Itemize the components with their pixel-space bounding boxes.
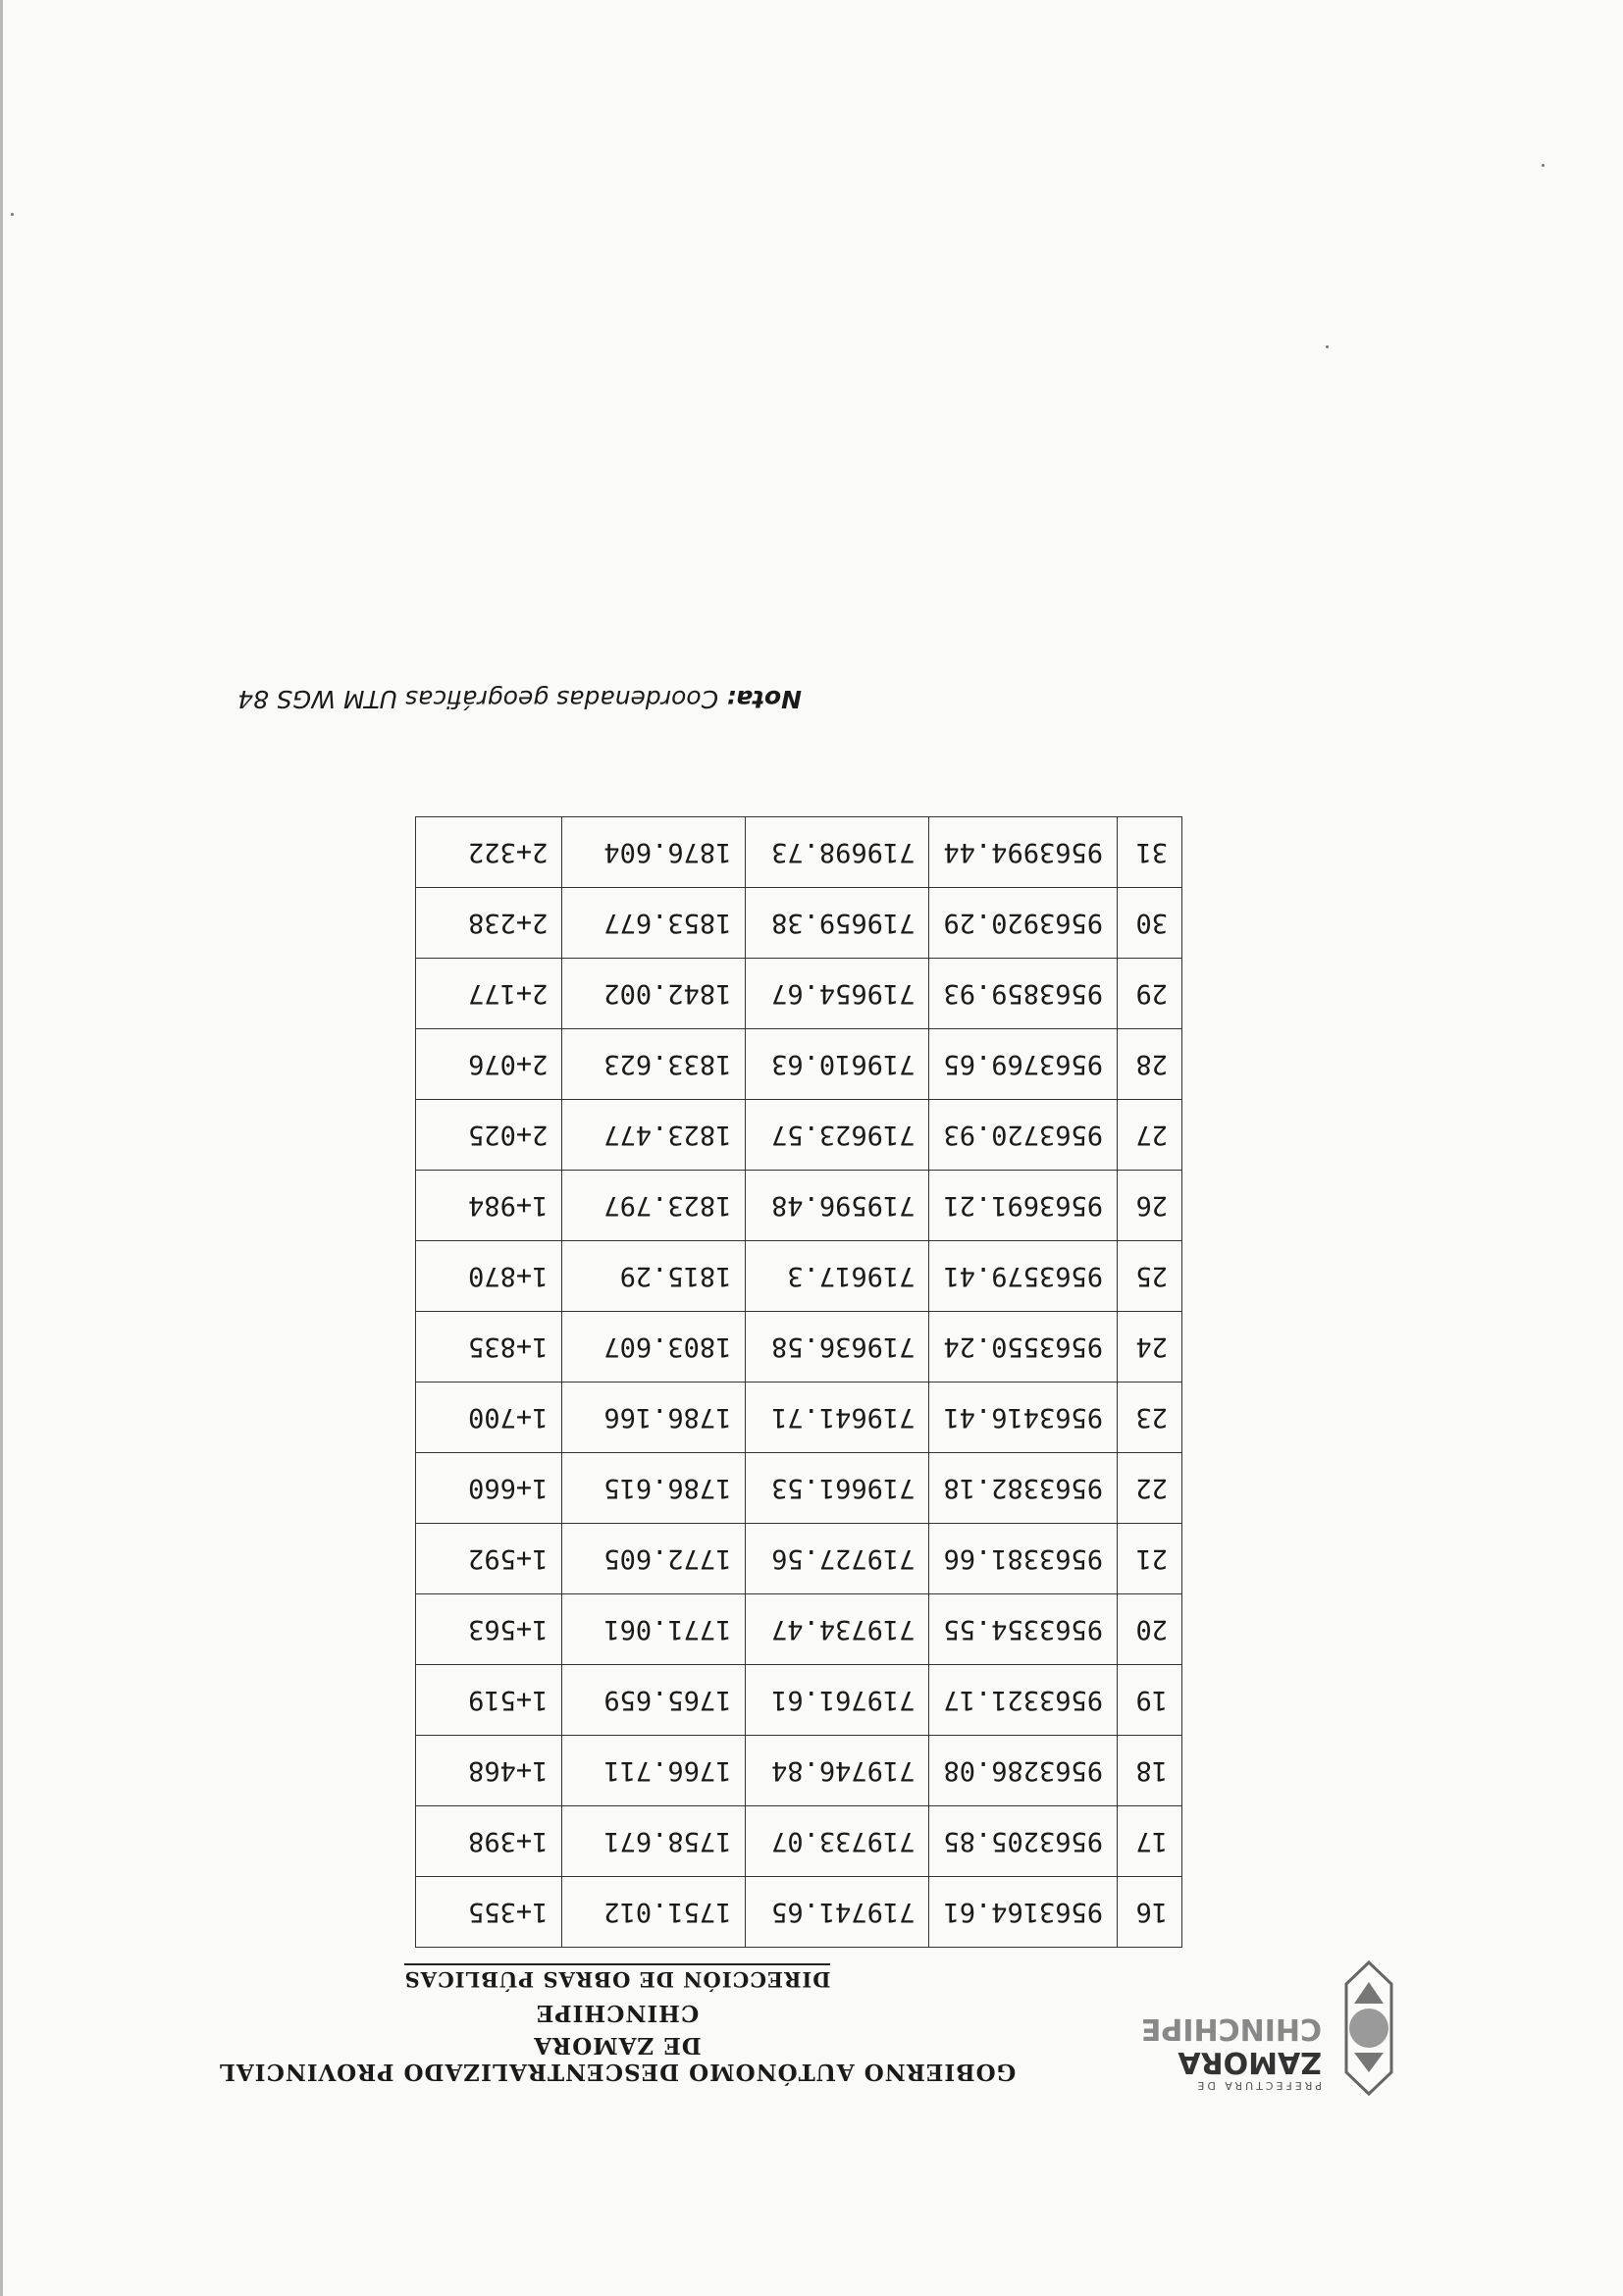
table-cell-abs: 1+398 bbox=[416, 1806, 562, 1877]
table-cell-x: 9563859.93 bbox=[929, 959, 1118, 1029]
table-cell-abs: 1+519 bbox=[416, 1665, 562, 1736]
table-cell-z: 1771.061 bbox=[562, 1594, 746, 1665]
table-cell-n: 19 bbox=[1118, 1665, 1182, 1736]
table-cell-n: 28 bbox=[1118, 1029, 1182, 1100]
table-cell-z: 1786.166 bbox=[562, 1383, 746, 1453]
header-line-1: GOBIERNO AUTÓNOMO DESCENTRALIZADO PROVINCIAL DE ZAMORA bbox=[218, 2032, 1017, 2085]
table-cell-y: 719661.53 bbox=[746, 1453, 929, 1524]
table-cell-y: 719734.47 bbox=[746, 1594, 929, 1665]
table-row bbox=[416, 1100, 1182, 1171]
table-cell-y: 719641.71 bbox=[746, 1383, 929, 1453]
table-cell-n: 26 bbox=[1118, 1171, 1182, 1241]
table-cell-abs: 1+835 bbox=[416, 1312, 562, 1383]
document-header bbox=[195, 1963, 1284, 2085]
table-cell-y: 719761.61 bbox=[746, 1665, 929, 1736]
scan-speck bbox=[1542, 164, 1544, 167]
table-cell-y: 719659.38 bbox=[746, 888, 929, 959]
coordinates-table bbox=[415, 816, 1182, 1948]
table-cell-y: 719746.84 bbox=[746, 1736, 929, 1806]
logo-small-text: PREFECTURA DE bbox=[1194, 2079, 1322, 2092]
table-cell-x: 9563550.24 bbox=[929, 1312, 1118, 1383]
table-cell-y: 719741.65 bbox=[746, 1877, 929, 1948]
table-cell-abs: 1+870 bbox=[416, 1241, 562, 1312]
table-cell-abs: 1+355 bbox=[416, 1877, 562, 1948]
header-line-3: DIRECCIÓN DE OBRAS PÚBLICAS bbox=[404, 1963, 831, 1992]
table-cell-z: 1772.605 bbox=[562, 1524, 746, 1594]
table-cell-x: 9563691.21 bbox=[929, 1171, 1118, 1241]
table-cell-y: 719617.3 bbox=[746, 1241, 929, 1312]
table-row bbox=[416, 1806, 1182, 1877]
table-cell-z: 1833.623 bbox=[562, 1029, 746, 1100]
table-row bbox=[416, 888, 1182, 959]
table-cell-x: 9563382.18 bbox=[929, 1453, 1118, 1524]
note-text: Coordenadas geográficas UTM WGS 84 bbox=[237, 685, 727, 713]
table-cell-y: 719610.63 bbox=[746, 1029, 929, 1100]
table-cell-n: 22 bbox=[1118, 1453, 1182, 1524]
table-cell-abs: 1+984 bbox=[416, 1171, 562, 1241]
table-cell-abs: 2+177 bbox=[416, 959, 562, 1029]
table-cell-n: 31 bbox=[1118, 817, 1182, 888]
table-cell-y: 719596.48 bbox=[746, 1171, 929, 1241]
table-cell-x: 9563354.55 bbox=[929, 1594, 1118, 1665]
table-row bbox=[416, 1453, 1182, 1524]
table-cell-z: 1815.29 bbox=[562, 1241, 746, 1312]
table-cell-y: 719733.07 bbox=[746, 1806, 929, 1877]
table-cell-z: 1823.477 bbox=[562, 1100, 746, 1171]
table-cell-x: 9563920.29 bbox=[929, 888, 1118, 959]
table-cell-n: 24 bbox=[1118, 1312, 1182, 1383]
table-row bbox=[416, 1524, 1182, 1594]
table-row bbox=[416, 1029, 1182, 1100]
table-cell-z: 1823.797 bbox=[562, 1171, 746, 1241]
table-row bbox=[416, 1312, 1182, 1383]
table-cell-abs: 1+660 bbox=[416, 1453, 562, 1524]
table-cell-z: 1803.607 bbox=[562, 1312, 746, 1383]
table-cell-y: 719636.58 bbox=[746, 1312, 929, 1383]
note-label: Nota: bbox=[726, 685, 802, 713]
scan-speck bbox=[11, 213, 14, 216]
table-cell-abs: 1+468 bbox=[416, 1736, 562, 1806]
table-cell-n: 23 bbox=[1118, 1383, 1182, 1453]
table-cell-n: 25 bbox=[1118, 1241, 1182, 1312]
coordinates-table-body bbox=[416, 817, 1182, 1948]
table-cell-x: 9563205.85 bbox=[929, 1806, 1118, 1877]
coordinates-note bbox=[237, 685, 802, 713]
table-row bbox=[416, 1383, 1182, 1453]
scan-edge bbox=[0, 0, 3, 2296]
table-cell-y: 719727.56 bbox=[746, 1524, 929, 1594]
table-cell-n: 18 bbox=[1118, 1736, 1182, 1806]
table-cell-abs: 1+592 bbox=[416, 1524, 562, 1594]
table-cell-z: 1758.671 bbox=[562, 1806, 746, 1877]
header-line-2: CHINCHIPE bbox=[535, 2000, 700, 2026]
table-cell-n: 20 bbox=[1118, 1594, 1182, 1665]
table-cell-x: 9563579.41 bbox=[929, 1241, 1118, 1312]
table-cell-x: 9563720.93 bbox=[929, 1100, 1118, 1171]
table-cell-n: 21 bbox=[1118, 1524, 1182, 1594]
table-cell-n: 27 bbox=[1118, 1100, 1182, 1171]
table-row bbox=[416, 959, 1182, 1029]
logo-line-1: ZAMORA bbox=[1178, 2045, 1322, 2079]
table-cell-y: 719623.57 bbox=[746, 1100, 929, 1171]
table-cell-abs: 2+322 bbox=[416, 817, 562, 888]
table-cell-y: 719698.73 bbox=[746, 817, 929, 888]
table-cell-z: 1876.604 bbox=[562, 817, 746, 888]
table-row bbox=[416, 1665, 1182, 1736]
table-row bbox=[416, 1241, 1182, 1312]
table-cell-abs: 1+563 bbox=[416, 1594, 562, 1665]
table-cell-y: 719654.67 bbox=[746, 959, 929, 1029]
table-cell-n: 29 bbox=[1118, 959, 1182, 1029]
scan-speck bbox=[1326, 345, 1329, 348]
table-cell-n: 16 bbox=[1118, 1877, 1182, 1948]
table-cell-z: 1766.711 bbox=[562, 1736, 746, 1806]
table-cell-z: 1765.659 bbox=[562, 1665, 746, 1736]
logo-line-2: CHINCHIPE bbox=[1140, 2011, 1322, 2046]
table-cell-abs: 2+076 bbox=[416, 1029, 562, 1100]
table-row bbox=[416, 1877, 1182, 1948]
table-cell-n: 17 bbox=[1118, 1806, 1182, 1877]
table-row bbox=[416, 1594, 1182, 1665]
table-row bbox=[416, 1171, 1182, 1241]
table-cell-z: 1853.677 bbox=[562, 888, 746, 959]
table-cell-abs: 2+238 bbox=[416, 888, 562, 959]
table-cell-x: 9563994.44 bbox=[929, 817, 1118, 888]
table-cell-z: 1786.615 bbox=[562, 1453, 746, 1524]
table-cell-abs: 2+025 bbox=[416, 1100, 562, 1171]
table-cell-x: 9563381.66 bbox=[929, 1524, 1118, 1594]
table-cell-x: 9563769.65 bbox=[929, 1029, 1118, 1100]
table-cell-x: 9563286.08 bbox=[929, 1736, 1118, 1806]
table-row bbox=[416, 817, 1182, 888]
table-cell-x: 9563164.61 bbox=[929, 1877, 1118, 1948]
coat-of-arms-icon bbox=[1332, 1955, 1405, 2102]
table-cell-abs: 1+700 bbox=[416, 1383, 562, 1453]
table-cell-x: 9563416.41 bbox=[929, 1383, 1118, 1453]
table-cell-z: 1751.012 bbox=[562, 1877, 746, 1948]
table-cell-n: 30 bbox=[1118, 888, 1182, 959]
table-cell-z: 1842.002 bbox=[562, 959, 746, 1029]
table-cell-x: 9563321.17 bbox=[929, 1665, 1118, 1736]
table-row bbox=[416, 1736, 1182, 1806]
